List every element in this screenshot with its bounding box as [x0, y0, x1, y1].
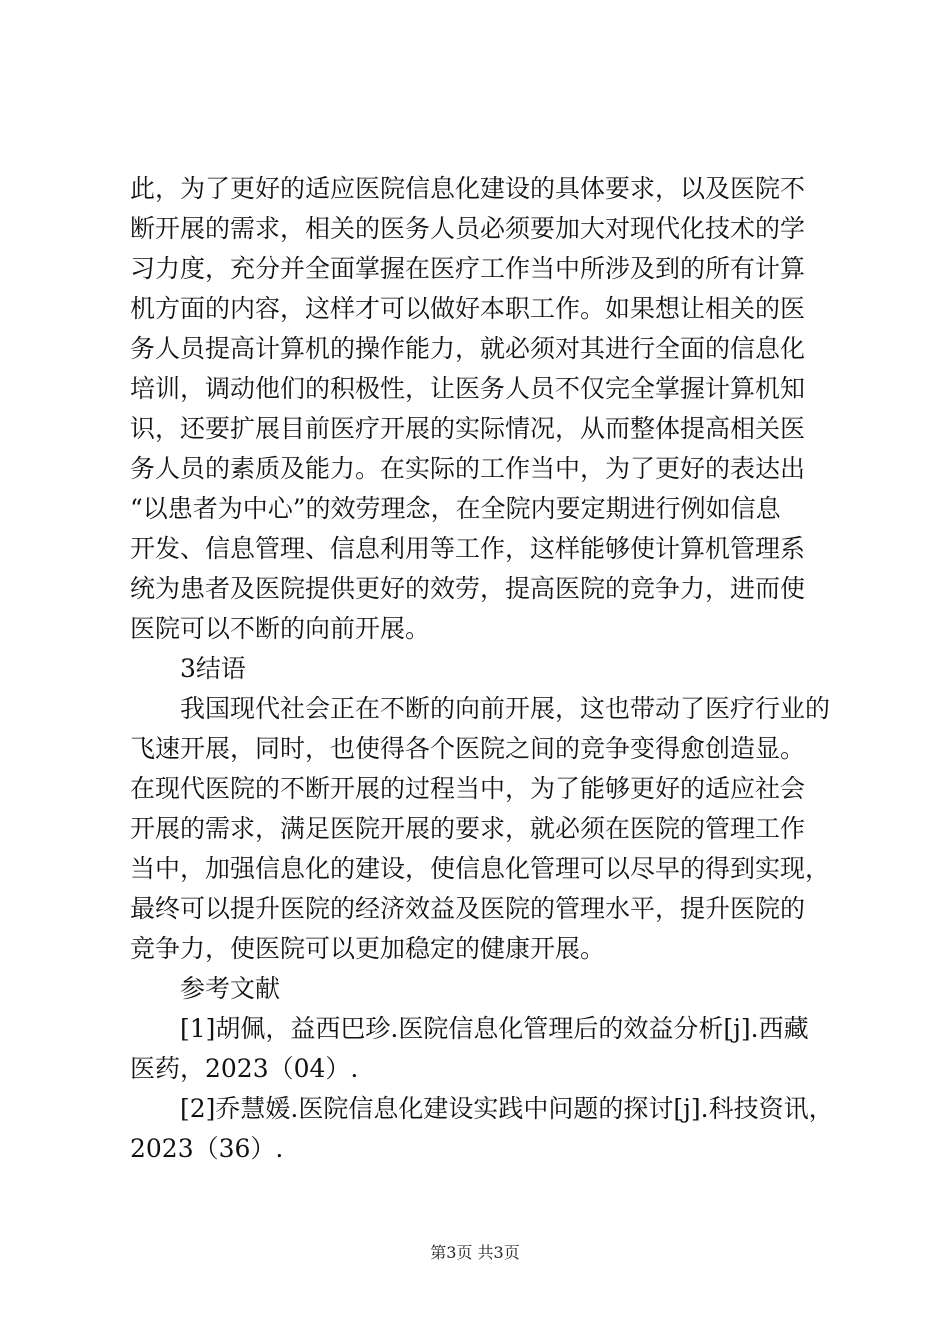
- paragraph-line: 断开展的需求，相关的医务人员必须要加大对现代化技术的学: [130, 214, 806, 243]
- paragraph-line: 开展的需求，满足医院开展的要求，就必须在医院的管理工作: [130, 814, 806, 843]
- page-number: 第3页 共3页: [430, 1243, 520, 1262]
- paragraph-line: 务人员的素质及能力。在实际的工作当中，为了更好的表达出: [130, 454, 806, 483]
- paragraph-line: 飞速开展，同时，也使得各个医院之间的竞争变得愈创造显。: [130, 734, 806, 763]
- paragraph-line: 在现代医院的不断开展的过程当中，为了能够更好的适应社会: [130, 774, 806, 803]
- paragraph-line: 开发、信息管理、信息利用等工作，这样能够使计算机管理系: [130, 534, 806, 563]
- paragraph-line: 统为患者及医院提供更好的效劳，提高医院的竞争力，进而使: [130, 574, 806, 603]
- reference-line: [2]乔慧媛.医院信息化建设实践中问题的探讨[j].科技资讯，: [180, 1094, 834, 1123]
- paragraph-line: 医院可以不断的向前开展。: [130, 614, 431, 643]
- reference-line: 医药，2023（04）.: [130, 1054, 359, 1083]
- paragraph-line: “以患者为中心”的效劳理念，在全院内要定期进行例如信息: [130, 494, 781, 523]
- paragraph-line: 识，还要扩展目前医疗开展的实际情况，从而整体提高相关医: [130, 414, 806, 443]
- paragraph-line: 务人员提高计算机的操作能力，就必须对其进行全面的信息化: [130, 334, 806, 363]
- paragraph-line: 竞争力，使医院可以更加稳定的健康开展。: [130, 934, 606, 963]
- reference-line: 2023（36）.: [130, 1134, 284, 1163]
- paragraph-line: 我国现代社会正在不断的向前开展，这也带动了医疗行业的: [180, 694, 831, 723]
- paragraph-line: 当中，加强信息化的建设，使信息化管理可以尽早的得到实现，: [130, 854, 831, 883]
- reference-line: [1]胡佩，益西巴珍.医院信息化管理后的效益分析[j].西藏: [180, 1014, 809, 1043]
- paragraph-line: 培训，调动他们的积极性，让医务人员不仅完全掌握计算机知: [130, 374, 806, 403]
- paragraph-line: 最终可以提升医院的经济效益及医院的管理水平，提升医院的: [130, 894, 806, 923]
- paragraph-line: 此，为了更好的适应医院信息化建设的具体要求，以及医院不: [130, 174, 806, 203]
- section-heading: 3结语: [180, 654, 246, 683]
- references-heading: 参考文献: [180, 974, 281, 1003]
- paragraph-line: 机方面的内容，这样才可以做好本职工作。如果想让相关的医: [130, 294, 806, 323]
- paragraph-line: 习力度，充分并全面掌握在医疗工作当中所涉及到的所有计算: [130, 254, 806, 283]
